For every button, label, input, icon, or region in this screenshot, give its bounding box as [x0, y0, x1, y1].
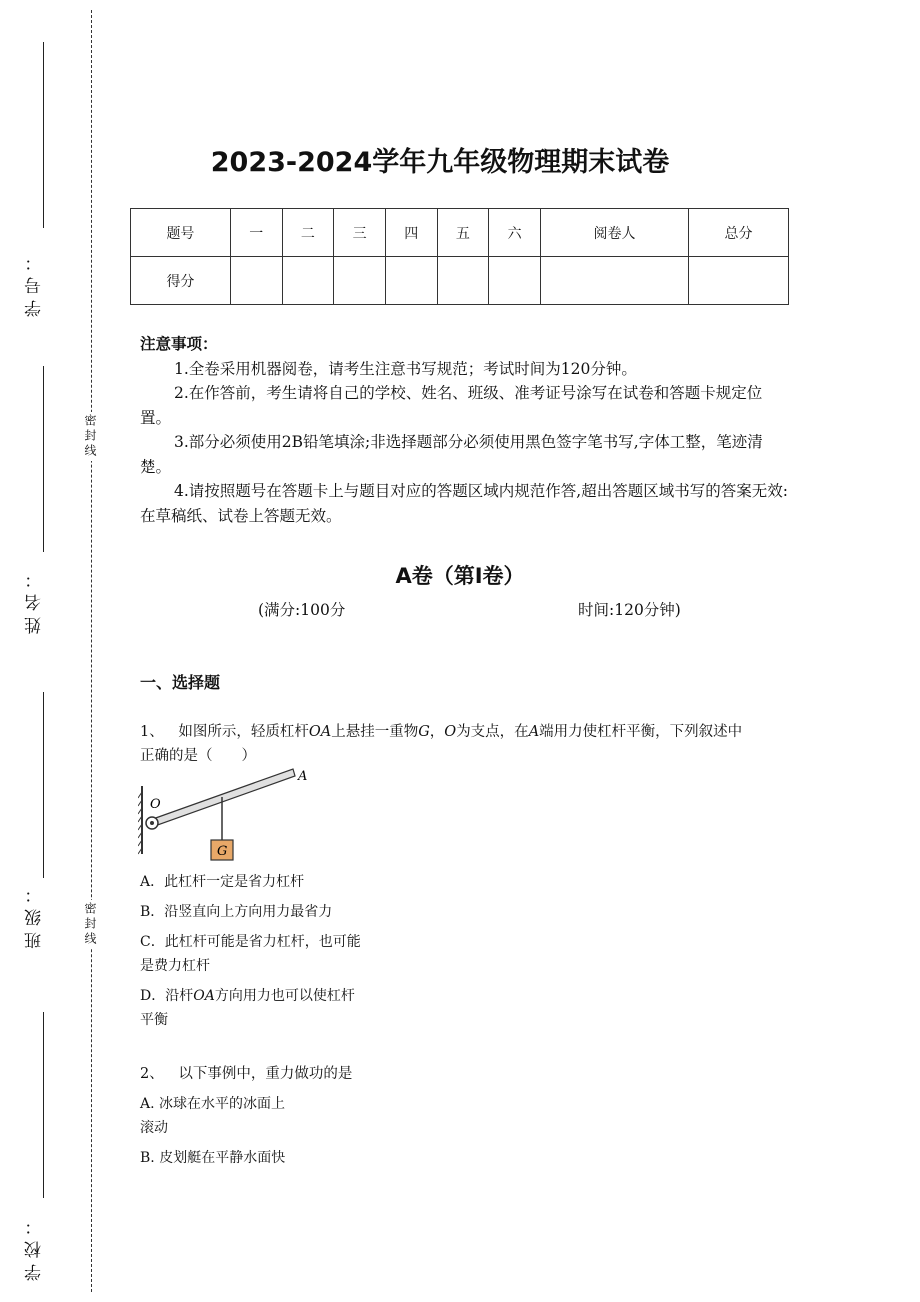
exam-title: 2023-2024学年九年级物理期末试卷 [210, 147, 670, 178]
option-b[interactable]: B．沿竖直向上方向用力最省力 [140, 904, 333, 920]
label-a: A [298, 769, 308, 784]
school-label: 学校： [25, 1212, 45, 1281]
score-table-cell: 五 [437, 209, 489, 257]
option-text-italic: OA [193, 988, 215, 1004]
score-blank-cell [540, 257, 688, 305]
name-blank [43, 366, 44, 552]
score-table-cell: 六 [489, 209, 541, 257]
school-blank [43, 1012, 44, 1198]
score-table-header-row [131, 209, 789, 257]
score-table-cell: 阅卷人 [540, 209, 688, 257]
notes-heading: 注意事项： [140, 334, 218, 353]
seal-text-bottom: 密封线 [83, 902, 97, 947]
question-text: 如图所示，轻质杠杆 [178, 724, 309, 740]
question-2 [140, 1062, 352, 1086]
class-label: 班级： [25, 880, 45, 949]
score-blank-cell [230, 257, 282, 305]
option-a[interactable]: A. 冰球在水平的冰面上 [140, 1096, 286, 1112]
score-table-cell: 题号 [131, 209, 231, 257]
name-label: 姓名： [25, 565, 45, 634]
score-table-cell: 得分 [131, 257, 231, 305]
question-text-italic: G [418, 724, 430, 740]
note-item: 3.部分必须使用2B铅笔填涂;非选择题部分必须使用黑色签字笔书写,字体工整，笔迹清楚。 [140, 433, 763, 476]
option-c-continued: 是费力杠杆 [140, 958, 210, 974]
option-text: 方向用力也可以使杠杆 [214, 988, 355, 1004]
option-text: D．沿杆 [140, 988, 194, 1004]
question-text-italic: A [528, 724, 540, 740]
exam-notes [140, 332, 790, 528]
score-blank-cell [282, 257, 334, 305]
note-item: 1.全卷采用机器阅卷，请考生注意书写规范；考试时间为120分钟。 [174, 359, 637, 378]
question-1 [140, 720, 790, 768]
score-blank-cell [334, 257, 386, 305]
option-b[interactable]: B. 皮划艇在平静水面快 [140, 1150, 286, 1166]
score-blank-cell [385, 257, 437, 305]
question-text-italic: OA [308, 724, 332, 740]
option-a-continued: 滚动 [140, 1120, 168, 1136]
student-id-label: 学号： [25, 248, 45, 317]
lever-figure [138, 764, 313, 864]
label-g: G [217, 844, 228, 859]
score-table-cell: 四 [385, 209, 437, 257]
question-text: 为支点，在 [456, 724, 529, 740]
question-text: 正确的是（ ） [140, 748, 256, 764]
binding-dashed-line [91, 10, 92, 1292]
question-number: 2、 [140, 1066, 164, 1082]
question-text: 上悬挂一重物 [331, 724, 419, 740]
exam-time: 时间:120分钟) [578, 601, 681, 619]
student-id-blank [43, 42, 44, 228]
score-table-score-row [131, 257, 789, 305]
score-blank-cell [437, 257, 489, 305]
score-table [130, 208, 789, 305]
note-item: 2.在作答前，考生请将自己的学校、姓名、班级、准考证号涂写在试卷和答题卡规定位置。 [140, 384, 763, 427]
seal-text-top: 密封线 [83, 414, 97, 459]
score-table-cell: 一 [230, 209, 282, 257]
part-title: 一、选择题 [140, 673, 221, 692]
score-blank-cell [689, 257, 789, 305]
question-text-italic: O [444, 724, 457, 740]
question-number: 1、 [140, 724, 164, 740]
question-text: 端用力使杠杆平衡，下列叙述中 [539, 724, 743, 740]
note-item: 4.请按照题号在答题卡上与题目对应的答题区域内规范作答,超出答题区域书写的答案无效:在草稿纸、试卷上答题无效。 [140, 482, 788, 525]
option-d[interactable] [140, 984, 355, 1008]
pivot-center [150, 821, 154, 825]
full-score: (满分:100分 [258, 601, 346, 619]
question-text: 以下事例中，重力做功的是 [178, 1066, 353, 1082]
score-blank-cell [489, 257, 541, 305]
score-table-cell: 二 [282, 209, 334, 257]
score-table-cell: 三 [334, 209, 386, 257]
label-o: O [150, 797, 161, 812]
option-d-continued: 平衡 [140, 1012, 168, 1028]
option-c[interactable]: C．此杠杆可能是省力杠杆，也可能 [140, 934, 361, 950]
score-table-cell: 总分 [689, 209, 789, 257]
section-title: A卷（第I卷） [395, 564, 525, 588]
option-a[interactable]: A．此杠杆一定是省力杠杆 [140, 874, 305, 890]
question-text: ， [429, 724, 445, 740]
class-blank [43, 692, 44, 878]
